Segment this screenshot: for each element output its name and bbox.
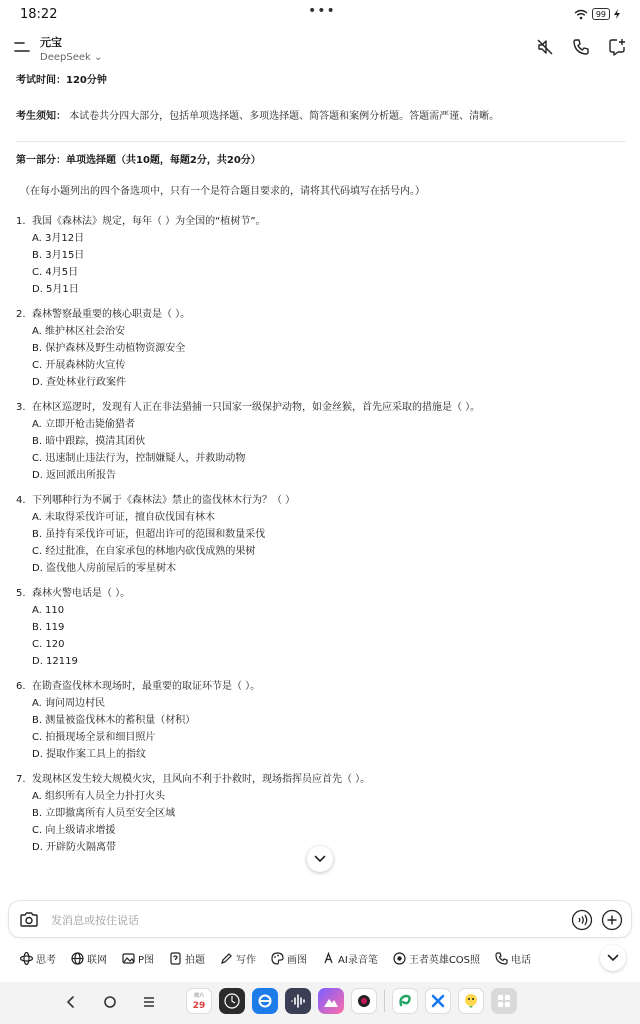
x-app-icon[interactable] <box>425 988 451 1014</box>
question-text: 下列哪种行为不属于《森林法》禁止的盗伐林木行为？（ ） <box>32 495 296 506</box>
toolbar-item-label: 思考 <box>36 954 56 966</box>
question-text: 在勘查盗伐林木现场时，最重要的取证环节是（ ）。 <box>32 681 261 692</box>
question-stem <box>16 306 626 323</box>
question-option: B. 保护森林及野生动植物资源安全 <box>32 343 186 354</box>
question-text: 森林警察最重要的核心职责是（ ）。 <box>32 309 191 320</box>
question-option: D. 提取作案工具上的指纹 <box>32 749 147 760</box>
toolbar-item-4[interactable] <box>169 951 205 966</box>
question-number: 3. <box>16 402 26 413</box>
recorder-app-icon[interactable] <box>285 988 311 1014</box>
yuanbao-app-icon[interactable] <box>392 988 418 1014</box>
toolbar-item-8[interactable] <box>393 951 480 966</box>
question-item <box>16 492 626 577</box>
question-option: D. 开辟防火隔离带 <box>32 842 117 853</box>
feature-toolbar <box>20 947 620 969</box>
divider <box>16 141 626 142</box>
chat-title-block[interactable] <box>40 34 102 63</box>
question-number: 7. <box>16 774 26 785</box>
exam-time-line <box>16 72 626 89</box>
chevron-down-icon: ⌄ <box>93 52 103 63</box>
calendar-day: 29 <box>192 1001 206 1011</box>
question-number: 4. <box>16 495 26 506</box>
clock-app-icon[interactable] <box>219 988 245 1014</box>
question-option: A. 组织所有人员全力扑打火头 <box>32 791 166 802</box>
question-option: B. 3月15日 <box>32 250 85 261</box>
toolbar-item-label: P图 <box>138 954 155 966</box>
atom-icon <box>20 952 33 965</box>
status-time: 18:22 <box>20 7 58 22</box>
section-instruction: （在每小题列出的四个备选项中，只有一个是符合题目要求的，请将其代码填写在括号内。） <box>20 186 425 197</box>
toolbar-item-3[interactable] <box>122 951 154 966</box>
question-text: 森林火警电话是（ ）。 <box>32 588 131 599</box>
palette-icon <box>271 952 284 965</box>
question-option: C. 经过批准，在自家承包的林地内砍伐成熟的果树 <box>32 546 256 557</box>
toolbar-item-6[interactable] <box>271 951 307 966</box>
status-indicators <box>574 8 620 20</box>
question-number: 2. <box>16 309 26 320</box>
question-option: A. 3月12日 <box>32 233 85 244</box>
toolbar-item-label: 联网 <box>87 954 107 966</box>
question-option: C. 开展森林防火宣传 <box>32 360 126 371</box>
toolbar-item-label: 王者英雄COS照 <box>408 954 481 966</box>
toolbar-item-5[interactable] <box>220 951 256 966</box>
cos-icon <box>393 952 406 965</box>
notice-text: 本试卷共分四大部分，包括单项选择题、多项选择题、简答题和案例分析题。答题需严谨、清晰。 <box>69 111 500 122</box>
app-dock <box>186 988 517 1014</box>
question-stem <box>16 399 626 416</box>
question-option: D. 查处林业行政案件 <box>32 377 127 388</box>
model-name: DeepSeek <box>40 52 91 63</box>
question-item <box>16 771 626 856</box>
question-stem <box>16 678 626 695</box>
calendar-app-icon[interactable] <box>186 988 212 1014</box>
voice-call-icon[interactable] <box>571 909 593 931</box>
question-number: 6. <box>16 681 26 692</box>
plus-icon[interactable] <box>601 909 623 931</box>
question-text: 在林区巡逻时，发现有人正在非法猎捕一只国家一级保护动物，如金丝猴，首先应采取的措施是（ ）。 <box>32 402 481 413</box>
question-stem <box>16 492 626 509</box>
status-bar <box>0 0 640 30</box>
toolbar-item-label: 电话 <box>511 954 532 966</box>
toolbar-item-label: 拍题 <box>185 954 206 966</box>
message-content <box>16 72 626 864</box>
phone-icon <box>495 952 508 965</box>
gallery-app-icon[interactable] <box>318 988 344 1014</box>
question-option: A. 立即开枪击毙偷猎者 <box>32 419 136 430</box>
model-selector[interactable] <box>40 52 102 63</box>
question-option: A. 询问周边村民 <box>32 698 106 709</box>
question-stem <box>16 213 626 230</box>
question-option: A. 维护林区社会治安 <box>32 326 126 337</box>
question-option: C. 拍摄现场全景和细目照片 <box>32 732 156 743</box>
scan-question-icon <box>169 952 182 965</box>
exam-time-value: 120分钟 <box>66 75 107 86</box>
browser-app-icon[interactable] <box>252 988 278 1014</box>
toolbar-item-1[interactable] <box>20 951 56 966</box>
question-number: 1. <box>16 216 26 227</box>
question-option: D. 盗伐他人房前屋后的零星树木 <box>32 563 177 574</box>
app-grid-icon[interactable] <box>491 988 517 1014</box>
toolbar-item-7[interactable] <box>322 951 378 966</box>
question-option: B. 暗中跟踪，摸清其团伙 <box>32 436 146 447</box>
camera-app-icon[interactable] <box>351 988 377 1014</box>
globe-icon <box>71 952 84 965</box>
question-option: C. 迅速制止违法行为，控制嫌疑人，并救助动物 <box>32 453 246 464</box>
system-nav-bar <box>0 982 640 1024</box>
home-icon[interactable] <box>101 993 119 1011</box>
expand-toolbar-button[interactable] <box>600 945 626 971</box>
phone-call-icon[interactable] <box>572 38 590 56</box>
question-option: A. 110 <box>32 605 65 616</box>
question-option: B. 虽持有采伐许可证，但超出许可的范围和数量采伐 <box>32 529 266 540</box>
toolbar-item-label: AI录音笔 <box>338 954 378 966</box>
question-item <box>16 678 626 763</box>
toolbar-item-label: 写作 <box>236 954 257 966</box>
message-input[interactable]: 发消息或按住说话 <box>51 914 139 927</box>
chat-bubble-app-icon[interactable] <box>458 988 484 1014</box>
notice-label: 考生须知： <box>16 111 66 122</box>
toolbar-item-9[interactable] <box>495 951 531 966</box>
chevron-down-icon <box>314 855 326 863</box>
question-option: B. 119 <box>32 622 65 633</box>
camera-icon[interactable] <box>19 910 39 930</box>
question-text: 我国《森林法》规定，每年（ ）为全国的“植树节”。 <box>32 216 266 227</box>
mute-speaker-icon[interactable] <box>536 38 554 56</box>
question-option: D. 返回派出所报告 <box>32 470 117 481</box>
scroll-down-button[interactable] <box>307 846 333 872</box>
question-number: 5. <box>16 588 26 599</box>
chat-header <box>0 30 640 66</box>
notice-line <box>16 108 626 125</box>
question-list <box>16 213 626 856</box>
app-title: 元宝 <box>40 36 62 49</box>
back-icon[interactable] <box>62 993 80 1011</box>
toolbar-item-2[interactable] <box>71 951 107 966</box>
question-item <box>16 306 626 391</box>
toolbar-item-label: 画图 <box>287 954 308 966</box>
question-option: A. 未取得采伐许可证，擅自砍伐国有林木 <box>32 512 216 523</box>
question-item <box>16 585 626 670</box>
question-text: 发现林区发生较大规模火灾，且风向不利于扑救时，现场指挥员应首先（ ）。 <box>32 774 371 785</box>
calendar-weekday: 周六 <box>193 993 204 999</box>
section-title: 第一部分：单项选择题（共10题，每题2分，共20分） <box>16 155 261 166</box>
question-option: D. 5月1日 <box>32 284 79 295</box>
battery-icon: 99 <box>592 8 610 20</box>
charging-icon <box>614 9 620 19</box>
question-option: C. 120 <box>32 639 65 650</box>
message-input-bar[interactable] <box>8 900 632 938</box>
image-edit-icon <box>122 952 135 965</box>
recents-icon[interactable] <box>140 993 158 1011</box>
question-option: C. 4月5日 <box>32 267 79 278</box>
pen-icon <box>220 952 233 965</box>
question-item <box>16 399 626 484</box>
question-option: B. 立即撤离所有人员至安全区域 <box>32 808 176 819</box>
wifi-icon <box>574 9 588 20</box>
question-stem <box>16 771 626 788</box>
chevron-down-icon <box>607 954 619 962</box>
question-option: C. 向上级请求增援 <box>32 825 116 836</box>
ai-mic-icon <box>322 952 335 965</box>
exam-time-label: 考试时间： <box>16 75 66 86</box>
question-stem <box>16 585 626 602</box>
question-option: D. 12119 <box>32 656 78 667</box>
question-option: B. 测量被盗伐林木的蓄积量（材积） <box>32 715 196 726</box>
new-chat-icon[interactable] <box>608 38 626 56</box>
question-item <box>16 213 626 298</box>
menu-icon[interactable] <box>14 40 30 54</box>
dock-separator <box>384 990 385 1012</box>
more-dots-icon[interactable]: ••• <box>308 3 336 19</box>
